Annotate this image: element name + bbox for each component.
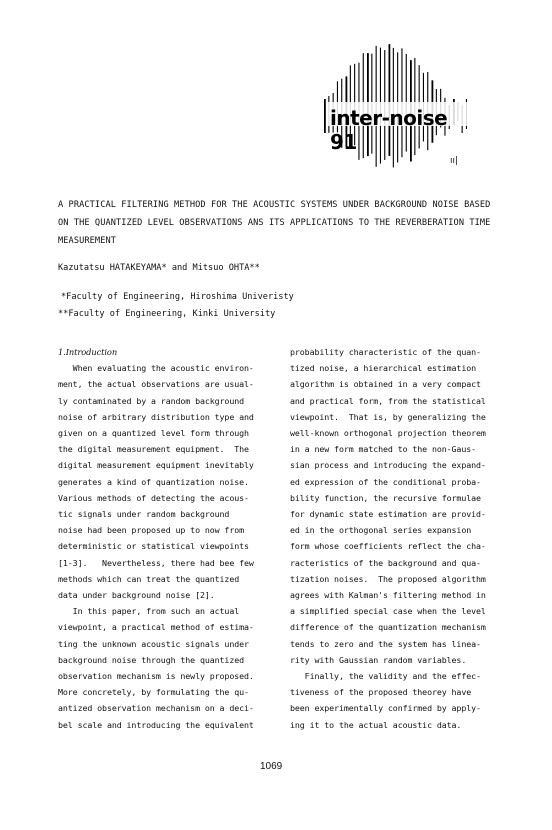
text-line: methods which can treat the quantized xyxy=(58,573,240,584)
text-line: tiveness of the proposed theorey have xyxy=(290,687,472,698)
text-line: for dynamic state estimation are provid- xyxy=(290,509,486,520)
text-line: [1-3]. Nevertheless, there had bee few xyxy=(58,557,254,568)
affiliation-2: **Faculty of Engineering, Kinki University xyxy=(58,309,276,319)
text-line: More concretely, by formulating the qu- xyxy=(58,687,249,698)
right-column-body xyxy=(290,344,505,733)
logo-corner-mark: ıı| xyxy=(450,156,459,166)
left-column-body xyxy=(58,360,273,733)
text-line: well-known orthogonal projection theorem xyxy=(290,428,486,439)
text-line: ment, the actual observations are usual- xyxy=(58,379,254,390)
text-line: the digital measurement equipment. The xyxy=(58,444,249,455)
text-line: deterministic or statistical viewpoints xyxy=(58,541,249,552)
section-heading: 1.Introduction xyxy=(58,347,118,357)
text-line: ed expression of the conditional proba- xyxy=(290,476,481,487)
text-line: algorithm is obtained in a very compact xyxy=(290,379,481,390)
text-line: tends to zero and the system has linea- xyxy=(290,638,481,649)
text-line: When evaluating the acoustic environ- xyxy=(58,363,254,374)
text-line: background noise through the quantized xyxy=(58,654,245,665)
text-line: racteristics of the background and qua- xyxy=(290,557,481,568)
logo-text: inter-noise 91 xyxy=(330,106,448,154)
text-line: been experimentally confirmed by apply- xyxy=(290,703,481,714)
text-line: antized observation mechanism on a deci- xyxy=(58,703,254,714)
text-line: tic signals under random background xyxy=(58,509,230,520)
text-line: a simplified special case when the level xyxy=(290,606,486,617)
text-line: noise had been proposed up to now from xyxy=(58,525,245,536)
affiliation-1: *Faculty of Engineering, Hiroshima Univeristy xyxy=(61,292,294,302)
authors: Kazutatsu HATAKEYAMA* and Mitsuo OHTA** xyxy=(58,263,260,273)
inter-noise-logo xyxy=(318,38,478,178)
text-line: digital measurement equipment inevitably xyxy=(58,460,254,471)
paper-title: A PRACTICAL FILTERING METHOD FOR THE ACOUSTIC SYSTEMS UNDER BACKGROUND NOISE BASED ON THE QUANTIZED LEVEL OBSERVATIONS ANS ITS APPLICATIONS TO THE REVERBERATION TIME MEASUREMENT xyxy=(58,200,491,246)
text-line: data under background noise [2]. xyxy=(58,590,215,601)
text-line: generates a kind of quantization noise. xyxy=(58,476,249,487)
text-line: probability characteristic of the quan- xyxy=(290,347,481,357)
text-line: noise of arbitrary distribution type and xyxy=(58,411,254,422)
text-line: sian process and introducing the expand- xyxy=(290,460,486,471)
text-line: agrees with Kalman's filtering method in xyxy=(290,590,486,601)
text-line: bility function, the recursive formulae xyxy=(290,492,481,503)
text-line: viewpoint. That is, by generalizing the xyxy=(290,411,486,422)
text-line: given on a quantized level form through xyxy=(58,428,249,439)
text-line: ing it to the actual acoustic data. xyxy=(290,719,462,730)
text-line: Finally, the validity and the effec- xyxy=(290,671,481,682)
text-line: ed in the orthogonal series expansion xyxy=(290,525,472,536)
text-line: tization noises. The proposed algorithm xyxy=(290,573,486,584)
text-line: difference of the quantization mechanism xyxy=(290,622,486,633)
text-line: observation mechanism is newly proposed. xyxy=(58,671,254,682)
right-column xyxy=(290,344,505,733)
text-line: form whose coefficients reflect the cha- xyxy=(290,541,486,552)
text-line: in a new form matched to the non-Gaus- xyxy=(290,444,477,455)
text-line: viewpoint, a practical method of estima- xyxy=(58,622,254,633)
left-column xyxy=(58,344,273,733)
text-line: In this paper, from such an actual xyxy=(58,606,240,617)
text-line: ting the unknown acoustic signals under xyxy=(58,638,249,649)
text-line: rity with Gaussian random variables. xyxy=(290,654,467,665)
logo-bar xyxy=(324,99,326,133)
text-line: Various methods of detecting the acous- xyxy=(58,492,249,503)
text-line: and practical form, from the statistical xyxy=(290,395,486,406)
text-line: bel scale and introducing the equivalent xyxy=(58,719,254,730)
text-line: ly contaminated by a random background xyxy=(58,395,245,406)
text-line: tized noise, a hierarchical estimation xyxy=(290,363,477,374)
page-number: 1069 xyxy=(260,761,283,772)
